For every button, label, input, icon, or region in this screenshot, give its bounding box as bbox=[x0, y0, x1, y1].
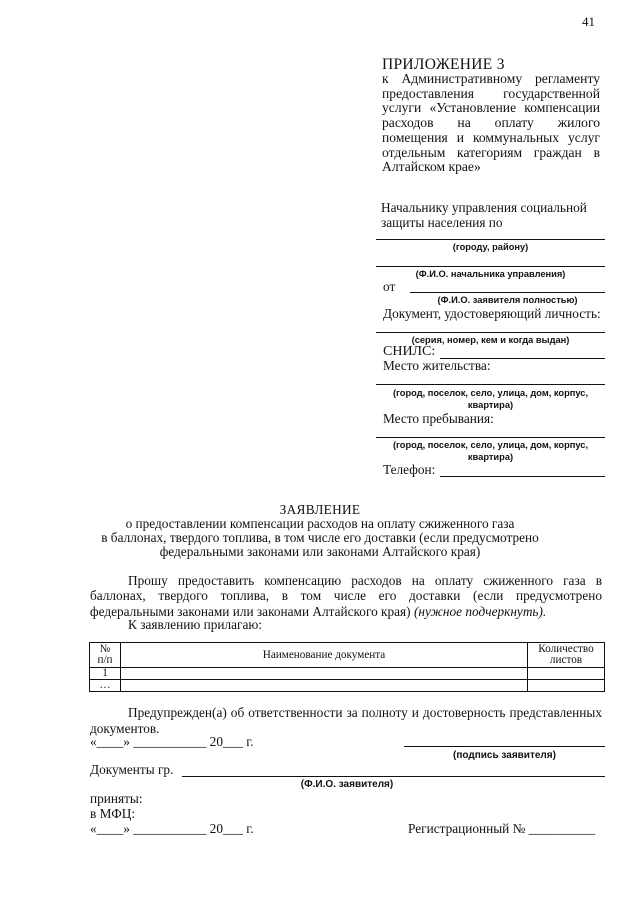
caption-applicant-name: (Ф.И.О. заявителя) bbox=[300, 779, 394, 790]
docs-name-line[interactable] bbox=[182, 776, 605, 777]
signature-line[interactable] bbox=[404, 746, 605, 747]
id-doc-label: Документ, удостоверяющий личность: bbox=[383, 306, 601, 321]
row-name-cell[interactable] bbox=[121, 668, 528, 680]
row-count-cell[interactable] bbox=[528, 680, 605, 692]
head-name-line[interactable] bbox=[376, 266, 605, 267]
documents-table bbox=[89, 642, 605, 692]
stay-line[interactable] bbox=[376, 437, 605, 438]
row-num: … bbox=[90, 680, 121, 692]
request-text: Прошу предоставить компенсацию расходов на оплату сжиженного газа в баллонах, твердого топлива, в том числе его доставки (если предусмотрено федеральными законами или законами Алтайского края) bbox=[90, 573, 602, 619]
city-line[interactable] bbox=[376, 239, 605, 240]
table-row[interactable] bbox=[90, 680, 605, 692]
caption-address-1: (город, поселок, село, улица, дом, корпус, bbox=[392, 388, 589, 398]
snils-label: СНИЛС: bbox=[383, 344, 436, 359]
stay-label: Место пребывания: bbox=[383, 411, 494, 426]
statement-subtitle-1: о предоставлении компенсации расходов на оплату сжиженного газа bbox=[125, 516, 515, 531]
mfc-label: в МФЦ: bbox=[90, 806, 136, 821]
caption-head: (Ф.И.О. начальника управления) bbox=[415, 269, 566, 279]
row-num: 1 bbox=[90, 668, 121, 680]
caption-address-2: квартира) bbox=[467, 400, 514, 410]
statement-title-block bbox=[95, 503, 545, 559]
attach-label: К заявлению прилагаю: bbox=[128, 617, 262, 632]
date-field-2[interactable]: «____» ___________ 20___ г. bbox=[90, 821, 254, 836]
caption-address-4: квартира) bbox=[467, 452, 514, 462]
caption-address-3: (город, поселок, село, улица, дом, корпус, bbox=[392, 440, 589, 450]
row-name-cell[interactable] bbox=[121, 680, 528, 692]
caption-signature: (подпись заявителя) bbox=[453, 750, 556, 761]
caption-city: (городу, району) bbox=[452, 242, 529, 252]
registration-number[interactable]: Регистрационный № __________ bbox=[408, 821, 596, 836]
appendix-text: к Административному регламенту предоставления государственной услуги «Установление компенсации расходов на оплату жилого помещения и коммунальных услуг отдельным категориям граждан в Алтайском крае» bbox=[382, 71, 600, 175]
table-row[interactable] bbox=[90, 668, 605, 680]
statement-subtitle-3: федеральными законами или законами Алтайского края) bbox=[159, 544, 481, 559]
appendix-title: ПРИЛОЖЕНИЕ 3 bbox=[382, 56, 505, 73]
date-field-1[interactable]: «____» ___________ 20___ г. bbox=[90, 734, 254, 749]
phone-label: Телефон: bbox=[383, 462, 436, 477]
applicant-name-line[interactable] bbox=[410, 292, 605, 293]
statement-subtitle-2: в баллонах, твердого топлива, в том числе его доставки (если предусмотрено bbox=[101, 530, 539, 545]
id-doc-line[interactable] bbox=[376, 332, 605, 333]
statement-title: ЗАЯВЛЕНИЕ bbox=[279, 502, 361, 517]
caption-id-doc: (серия, номер, кем и когда выдан) bbox=[411, 335, 570, 345]
page-number: 41 bbox=[582, 14, 595, 29]
col-name-header: Наименование документа bbox=[121, 643, 528, 668]
request-note: (нужное подчеркнуть). bbox=[413, 603, 547, 619]
row-count-cell[interactable] bbox=[528, 668, 605, 680]
residence-line[interactable] bbox=[376, 384, 605, 385]
phone-line[interactable] bbox=[440, 476, 605, 477]
request-paragraph bbox=[90, 573, 602, 619]
col-num-header: № п/п bbox=[90, 643, 121, 668]
addressee-to: Начальнику управления социальной защиты населения по bbox=[381, 200, 587, 230]
caption-applicant: (Ф.И.О. заявителя полностью) bbox=[437, 295, 578, 305]
accepted-label: приняты: bbox=[90, 791, 143, 806]
from-label: от bbox=[383, 279, 396, 294]
docs-label: Документы гр. bbox=[90, 762, 174, 777]
col-count-header: Количество листов bbox=[528, 643, 605, 668]
warning-text: Предупрежден(а) об ответственности за полноту и достоверность представленных документов. bbox=[90, 705, 602, 736]
table-header-row bbox=[90, 643, 605, 668]
residence-label: Место жительства: bbox=[383, 358, 491, 373]
